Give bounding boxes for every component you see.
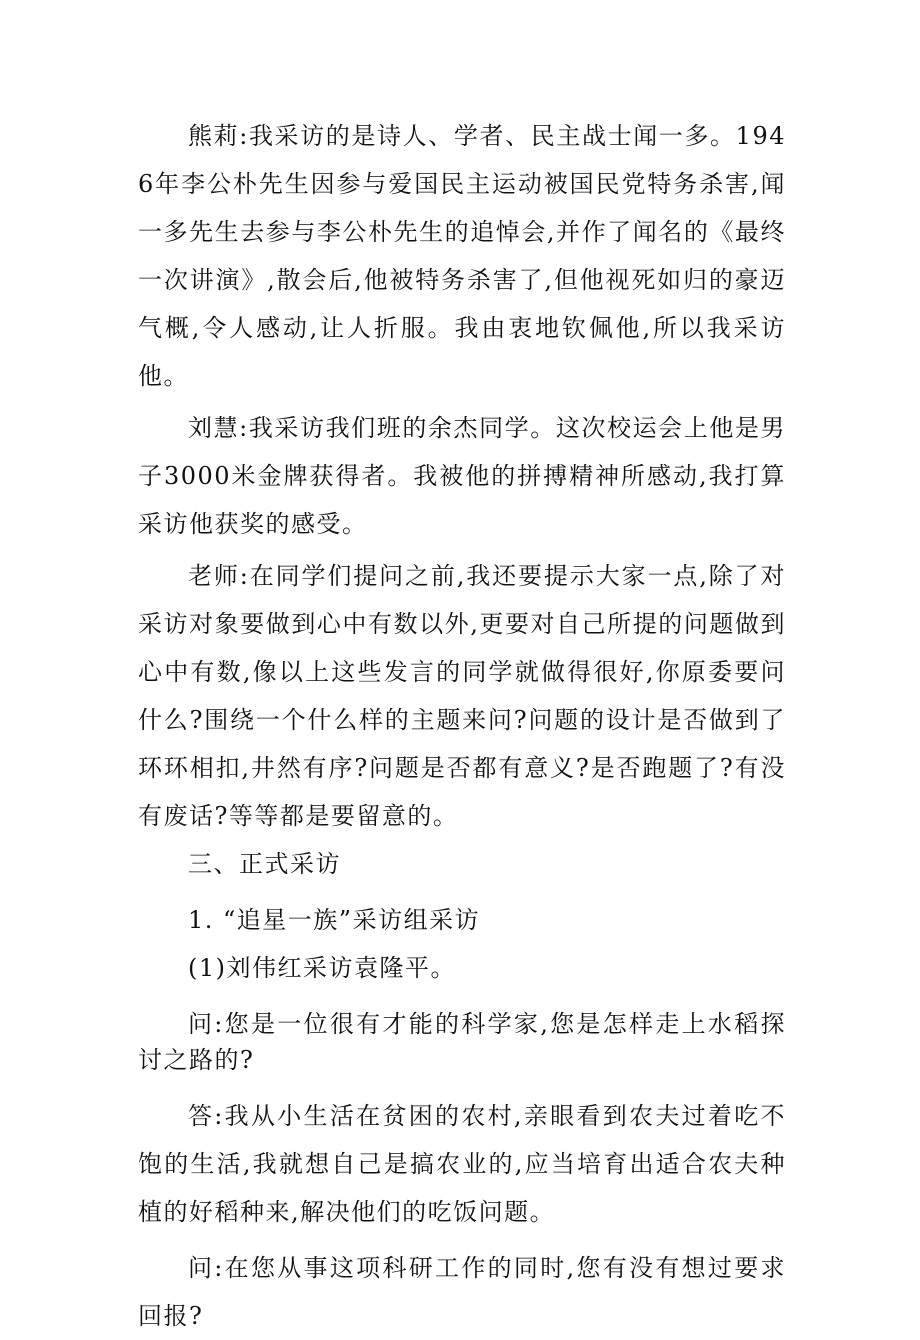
paragraph-liu-hui: 刘慧:我采访我们班的余杰同学。这次校运会上他是男子3000米金牌获得者。我被他的拼搏精神所感动,我打算采访他获奖的感受。 [138,414,786,538]
answer-1: 答:我从小生活在贫困的农村,亲眼看到农夫过着吃不饱的生活,我就想自己是搞农业的,应当培育出适合农夫种植的好稻种来,解决他们的吃饭问题。 [138,1102,786,1226]
section-heading-formal-interview: 三、正式采访 [188,850,341,878]
question-1: 问:您是一位很有才能的科学家,您是怎样走上水稻探讨之路的? [138,1010,786,1074]
subheading-interview-group: 1. “追星一族”采访组采访 [188,906,481,934]
paragraph-teacher: 老师:在同学们提问之前,我还要提示大家一点,除了对采访对象要做到心中有数以外,更要对自己所提的问题做到心中有数,像以上这些发言的同学就做得很好,你原委要问什么?围绕一个什么样的主题来问?问题的设计是否做到了环环相扣,井然有序?问题是否都有意义?是否跑题了?有没有废话?等等都是要留意的。 [138,562,786,830]
paragraph-xiong-li: 熊莉:我采访的是诗人、学者、民主战士闻一多。1946年李公朴先生因参与爱国民主运动被国民党特务杀害,闻一多先生去参与李公朴先生的追悼会,并作了闻名的《最终一次讲演》,散会后,他被特务杀害了,但他视死如归的豪迈气概,令人感动,让人折服。我由衷地钦佩他,所以我采访他。 [138,122,786,390]
question-2: 问:在您从事这项科研工作的同时,您有没有想过要求回报? [138,1254,786,1330]
subheading-interview-item: (1)刘伟红采访袁隆平。 [188,954,456,982]
document-page [138,112,786,1340]
